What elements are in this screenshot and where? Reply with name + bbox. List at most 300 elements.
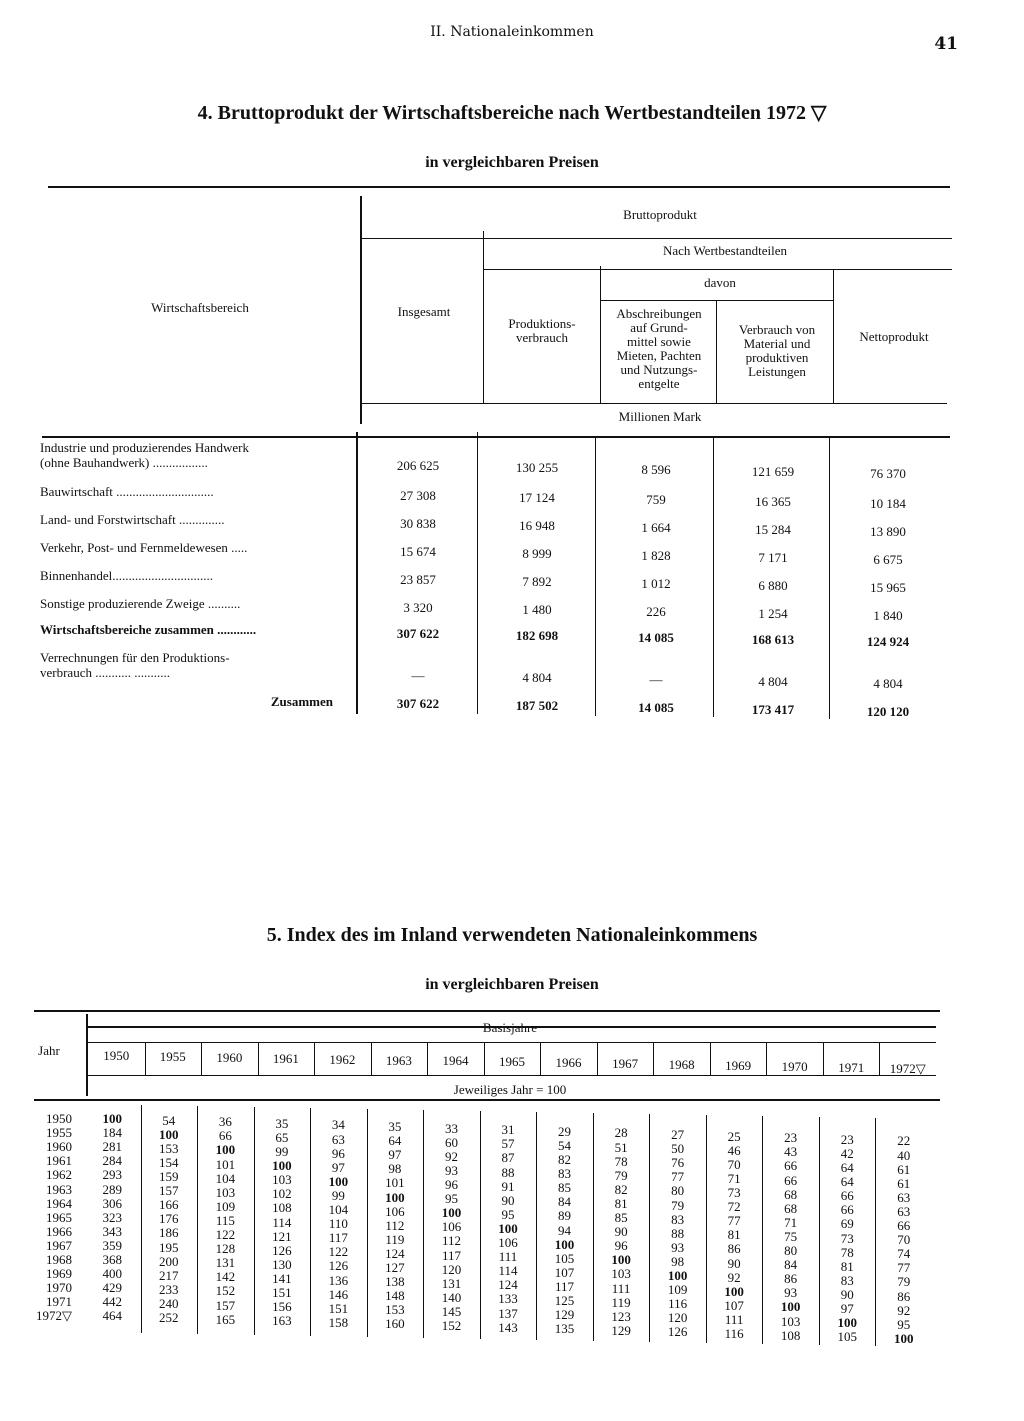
index-cell: 64 xyxy=(388,1133,402,1149)
index-cell: 92 xyxy=(897,1302,911,1318)
table-cell: 76 370 xyxy=(870,466,906,481)
index-cell: 186 xyxy=(159,1225,179,1241)
index-cell: 112 xyxy=(441,1233,461,1249)
index-cell: 115 xyxy=(215,1212,235,1228)
index-cell: 96 xyxy=(331,1145,345,1161)
index-cell: 293 xyxy=(102,1167,123,1183)
year-label: 1960 xyxy=(46,1139,72,1155)
table-cell: 16 948 xyxy=(519,518,555,533)
table-cell: 6 880 xyxy=(758,578,788,593)
index-cell: 145 xyxy=(441,1303,462,1319)
index-cell: 34 xyxy=(331,1117,345,1133)
table4-subtitle: in vergleichbaren Preisen xyxy=(425,154,599,171)
index-cell: 160 xyxy=(385,1316,405,1332)
index-cell: 63 xyxy=(897,1189,911,1205)
header-jahr: Jahr xyxy=(38,1043,60,1058)
index-cell: 96 xyxy=(614,1238,628,1254)
table5-rule-years-bottom xyxy=(88,1075,936,1076)
table-cell: 4 804 xyxy=(873,676,903,691)
table4-rule-unit xyxy=(362,403,947,404)
index-cell: 110 xyxy=(328,1216,348,1232)
table-cell: 10 184 xyxy=(870,496,906,511)
index-cell: 64 xyxy=(840,1174,854,1190)
index-cell: 124 xyxy=(498,1277,518,1293)
year-label: 1972▽ xyxy=(36,1308,72,1324)
index-cell: 91 xyxy=(501,1178,515,1194)
table-cell: 124 924 xyxy=(866,634,910,649)
index-cell: 153 xyxy=(159,1140,179,1156)
table-cell: 14 085 xyxy=(638,630,674,645)
header-unit: Millionen Mark xyxy=(618,409,702,424)
index-cell: 142 xyxy=(215,1269,236,1285)
index-cell: 152 xyxy=(215,1283,236,1299)
index-cell: 117 xyxy=(555,1278,575,1294)
index-cell: 122 xyxy=(215,1227,236,1242)
page-number: 41 xyxy=(934,34,958,54)
index-cell: 100 xyxy=(554,1236,575,1252)
index-cell: 159 xyxy=(159,1169,179,1184)
index-cell: 35 xyxy=(275,1115,289,1131)
base-year-header: 1964 xyxy=(442,1053,469,1069)
table-cell: 168 613 xyxy=(751,632,795,647)
index-cell: 90 xyxy=(727,1255,741,1271)
index-cell: 100 xyxy=(837,1315,857,1331)
table5-header-col-rule xyxy=(540,1042,541,1076)
index-cell: 70 xyxy=(897,1232,911,1248)
index-cell: 28 xyxy=(614,1125,628,1141)
index-cell: 137 xyxy=(498,1305,518,1321)
index-cell: 119 xyxy=(385,1231,405,1247)
index-cell: 104 xyxy=(215,1170,236,1186)
index-cell: 54 xyxy=(162,1112,176,1128)
table4-body-v1 xyxy=(477,432,478,714)
year-label: 1963 xyxy=(46,1181,72,1197)
table-cell: 14 085 xyxy=(638,700,674,715)
index-cell: 281 xyxy=(102,1139,123,1155)
index-cell: 100 xyxy=(724,1283,744,1299)
base-year-header: 1968 xyxy=(668,1057,695,1072)
index-cell: 100 xyxy=(893,1330,914,1346)
index-cell: 123 xyxy=(611,1308,631,1324)
index-cell: 121 xyxy=(272,1228,292,1244)
base-year-header: 1962 xyxy=(329,1051,356,1067)
index-cell: 165 xyxy=(215,1311,236,1327)
index-cell: 135 xyxy=(554,1321,575,1337)
year-label: 1962 xyxy=(46,1167,72,1183)
index-cell: 184 xyxy=(102,1125,123,1141)
index-cell: 69 xyxy=(840,1216,854,1232)
table-cell: 17 124 xyxy=(519,490,555,505)
index-cell: 107 xyxy=(724,1297,744,1313)
index-cell: 400 xyxy=(102,1266,123,1282)
table4-body-v3 xyxy=(713,436,714,717)
index-cell: 114 xyxy=(498,1263,518,1279)
index-cell: 131 xyxy=(215,1255,236,1271)
index-cell: 103 xyxy=(611,1266,631,1282)
table-cell: 8 999 xyxy=(522,546,552,561)
index-cell: 103 xyxy=(272,1172,292,1188)
table4-header-bottom-rule xyxy=(42,436,950,438)
row-label: Zusammen xyxy=(270,694,333,709)
table4-header-divider xyxy=(360,196,362,424)
header-abschreibungen: Abschreibungen auf Grund- mittel sowie Mieten, Pachten und Nutzungs- entgelte xyxy=(616,306,702,391)
index-cell: 46 xyxy=(727,1142,741,1158)
index-cell: 36 xyxy=(218,1114,232,1130)
index-cell: 158 xyxy=(328,1314,349,1330)
index-cell: 323 xyxy=(102,1209,123,1225)
base-year-header: 1969 xyxy=(725,1057,752,1073)
table-cell: 187 502 xyxy=(515,698,559,713)
table-cell: 23 857 xyxy=(400,572,436,587)
index-cell: 156 xyxy=(272,1299,292,1315)
index-cell: 100 xyxy=(385,1189,405,1205)
row-label: Verkehr, Post- und Fernmeldewesen ..... xyxy=(40,540,248,555)
index-cell: 71 xyxy=(727,1170,741,1186)
index-cell: 252 xyxy=(159,1310,179,1325)
header-nettoprodukt: Nettoprodukt xyxy=(859,329,929,344)
index-cell: 166 xyxy=(159,1197,179,1213)
index-cell: 163 xyxy=(272,1313,292,1329)
table-cell: 30 838 xyxy=(400,516,436,531)
table5-header-col-rule xyxy=(427,1042,428,1076)
index-cell: 65 xyxy=(275,1129,289,1145)
index-cell: 154 xyxy=(159,1154,179,1170)
index-cell: 81 xyxy=(614,1195,628,1211)
index-cell: 73 xyxy=(840,1230,854,1246)
header-wirtschaftsbereich: Wirtschaftsbereich xyxy=(151,300,249,315)
index-cell: 97 xyxy=(388,1147,402,1163)
index-cell: 114 xyxy=(272,1214,292,1230)
base-year-header: 1950 xyxy=(103,1048,130,1063)
index-cell: 157 xyxy=(159,1183,179,1199)
index-cell: 359 xyxy=(102,1237,123,1253)
index-cell: 233 xyxy=(159,1281,179,1297)
table5-header-col-rule xyxy=(314,1042,315,1076)
index-cell: 89 xyxy=(558,1208,572,1224)
table-cell: 1 828 xyxy=(641,548,671,563)
year-label: 1950 xyxy=(46,1111,72,1126)
index-cell: 93 xyxy=(671,1239,685,1255)
base-year-header: 1970 xyxy=(781,1058,808,1074)
index-cell: 138 xyxy=(385,1274,405,1290)
table4-top-rule xyxy=(48,186,950,188)
year-label: 1970 xyxy=(46,1280,72,1296)
index-cell: 429 xyxy=(102,1280,123,1296)
table5-top-rule xyxy=(34,1010,940,1012)
table-cell: 182 698 xyxy=(515,628,559,643)
index-cell: 95 xyxy=(501,1206,515,1222)
index-cell: 100 xyxy=(272,1158,292,1174)
index-cell: 96 xyxy=(444,1177,458,1192)
index-cell: 78 xyxy=(840,1244,854,1260)
index-cell: 80 xyxy=(671,1183,685,1199)
table-cell: 3 320 xyxy=(403,600,433,615)
index-cell: 108 xyxy=(272,1200,292,1216)
table4-rule-nach xyxy=(484,269,952,270)
index-cell: 64 xyxy=(840,1160,854,1175)
index-cell: 111 xyxy=(724,1311,744,1327)
index-cell: 98 xyxy=(671,1253,685,1269)
index-cell: 153 xyxy=(385,1302,405,1318)
index-cell: 116 xyxy=(724,1326,744,1341)
index-cell: 102 xyxy=(272,1186,292,1202)
index-cell: 284 xyxy=(102,1153,123,1169)
index-cell: 77 xyxy=(671,1169,685,1185)
index-cell: 105 xyxy=(837,1329,857,1345)
base-year-header: 1965 xyxy=(498,1054,525,1070)
index-cell: 126 xyxy=(328,1258,349,1274)
index-cell: 70 xyxy=(727,1156,741,1172)
index-cell: 99 xyxy=(275,1144,289,1159)
index-cell: 176 xyxy=(159,1211,179,1227)
index-cell: 131 xyxy=(441,1275,462,1291)
table-cell: 173 417 xyxy=(751,702,795,717)
index-cell: 79 xyxy=(671,1197,685,1213)
index-cell: 122 xyxy=(328,1244,349,1260)
index-cell: 95 xyxy=(444,1191,458,1207)
index-cell: 84 xyxy=(784,1257,798,1273)
table-cell: 16 365 xyxy=(755,494,791,509)
row-label: Sonstige produzierende Zweige .......... xyxy=(40,596,241,611)
index-cell: 120 xyxy=(667,1310,688,1326)
table-cell: 7 171 xyxy=(758,550,788,565)
table-cell: 4 804 xyxy=(522,670,552,685)
index-cell: 73 xyxy=(727,1185,741,1200)
table-cell: — xyxy=(649,672,663,687)
row-label: Industrie und produzierendes Handwerk (ohne Bauhandwerk) ................. xyxy=(40,440,250,470)
year-label: 1968 xyxy=(46,1252,72,1267)
index-cell: 101 xyxy=(215,1156,236,1172)
index-cell: 79 xyxy=(614,1167,628,1183)
header-unit: Jeweiliges Jahr = 100 xyxy=(453,1082,567,1097)
index-cell: 109 xyxy=(215,1198,236,1214)
table-cell: 15 674 xyxy=(400,544,436,559)
index-cell: 111 xyxy=(611,1280,631,1296)
header-davon: davon xyxy=(704,275,736,290)
index-cell: 100 xyxy=(611,1252,631,1268)
index-cell: 111 xyxy=(498,1249,518,1265)
index-cell: 100 xyxy=(328,1173,349,1189)
index-cell: 50 xyxy=(671,1141,685,1157)
header-basisjahre: Basisjahre xyxy=(482,1020,538,1035)
base-year-header: 1966 xyxy=(555,1055,582,1071)
index-cell: 29 xyxy=(558,1123,572,1139)
index-cell: 100 xyxy=(667,1268,688,1283)
index-cell: 108 xyxy=(780,1327,801,1343)
index-cell: 100 xyxy=(441,1205,462,1221)
index-cell: 88 xyxy=(501,1164,515,1180)
index-cell: 442 xyxy=(102,1294,123,1310)
header-produktionsverbrauch: Produktions- verbrauch xyxy=(508,316,576,345)
index-cell: 92 xyxy=(727,1269,741,1285)
index-cell: 31 xyxy=(501,1122,515,1138)
index-cell: 22 xyxy=(897,1133,911,1149)
index-cell: 195 xyxy=(159,1239,179,1255)
table5-header-col-rule xyxy=(766,1042,767,1076)
table-cell: 27 308 xyxy=(400,488,436,503)
index-cell: 68 xyxy=(784,1186,798,1202)
table-cell: 1 664 xyxy=(641,520,671,535)
index-cell: 86 xyxy=(727,1241,741,1257)
table4-body-v0 xyxy=(356,432,358,714)
index-cell: 200 xyxy=(159,1253,179,1269)
index-cell: 117 xyxy=(441,1247,461,1263)
index-cell: 100 xyxy=(159,1126,179,1142)
index-cell: 61 xyxy=(897,1161,911,1177)
table4-title: 4. Bruttoprodukt der Wirtschaftsbereiche nach Wertbestandteilen 1972 ▽ xyxy=(197,102,827,124)
index-cell: 133 xyxy=(498,1291,518,1307)
index-cell: 99 xyxy=(331,1187,345,1203)
table5-title: 5. Index des im Inland verwendeten Nationaleinkommens xyxy=(266,924,758,946)
table4-body-v4 xyxy=(829,436,830,719)
index-cell: 125 xyxy=(554,1293,575,1308)
table4-body-v2 xyxy=(595,436,596,716)
row-label: Bauwirtschaft .............................. xyxy=(40,484,214,499)
index-cell: 57 xyxy=(501,1136,515,1152)
index-cell: 86 xyxy=(784,1271,798,1287)
index-cell: 93 xyxy=(444,1162,458,1178)
index-cell: 126 xyxy=(272,1242,292,1258)
index-cell: 77 xyxy=(897,1260,911,1276)
index-cell: 103 xyxy=(215,1184,236,1200)
index-cell: 120 xyxy=(441,1261,462,1277)
index-cell: 98 xyxy=(388,1161,402,1177)
index-cell: 42 xyxy=(840,1145,854,1161)
index-cell: 81 xyxy=(840,1258,854,1274)
table5-header-col-rule xyxy=(258,1042,259,1076)
table5-header-col-rule xyxy=(710,1042,711,1076)
header-insgesamt: Insgesamt xyxy=(397,304,451,319)
index-cell: 84 xyxy=(558,1194,572,1210)
table5-subtitle: in vergleichbaren Preisen xyxy=(425,976,599,993)
year-label: 1971 xyxy=(46,1294,72,1310)
table-cell: 15 284 xyxy=(755,522,791,537)
index-cell: 100 xyxy=(215,1142,236,1158)
table-cell: 1 012 xyxy=(641,576,671,591)
table-cell: 15 965 xyxy=(870,580,906,595)
year-label: 1965 xyxy=(46,1209,72,1225)
index-cell: 240 xyxy=(159,1295,179,1311)
index-cell: 66 xyxy=(218,1128,232,1144)
index-cell: 141 xyxy=(272,1270,292,1286)
table5-rule-years-top xyxy=(88,1042,936,1043)
index-cell: 66 xyxy=(784,1172,798,1188)
index-cell: 68 xyxy=(784,1200,798,1216)
index-cell: 124 xyxy=(385,1245,405,1261)
index-cell: 66 xyxy=(784,1158,798,1174)
table5-header-col-rule xyxy=(145,1042,146,1076)
index-cell: 143 xyxy=(498,1319,518,1335)
index-cell: 97 xyxy=(331,1159,345,1175)
index-cell: 43 xyxy=(784,1144,798,1160)
index-cell: 88 xyxy=(671,1225,685,1241)
index-cell: 63 xyxy=(331,1131,345,1147)
index-cell: 97 xyxy=(840,1301,854,1316)
index-cell: 33 xyxy=(444,1120,458,1136)
index-cell: 85 xyxy=(558,1180,572,1196)
base-year-header: 1971 xyxy=(838,1059,865,1075)
index-cell: 104 xyxy=(328,1202,349,1217)
index-cell: 129 xyxy=(611,1322,631,1338)
table-cell: 1 480 xyxy=(522,602,552,617)
table4-rule-brutto xyxy=(362,238,952,239)
index-cell: 106 xyxy=(441,1219,462,1235)
table5-header-col-rule xyxy=(879,1042,880,1076)
index-cell: 35 xyxy=(388,1119,402,1134)
base-year-header: 1967 xyxy=(612,1056,639,1072)
index-cell: 90 xyxy=(501,1192,515,1208)
index-cell: 105 xyxy=(554,1250,575,1266)
index-cell: 306 xyxy=(102,1195,123,1211)
table-cell: 206 625 xyxy=(396,458,440,473)
index-cell: 107 xyxy=(554,1264,575,1280)
table-cell: 6 675 xyxy=(873,552,903,567)
index-cell: 464 xyxy=(102,1308,123,1324)
table-cell: 307 622 xyxy=(396,696,440,711)
index-cell: 146 xyxy=(328,1286,349,1302)
index-cell: 289 xyxy=(102,1181,123,1197)
index-cell: 112 xyxy=(385,1217,405,1233)
table5-header-col-rule xyxy=(201,1042,202,1076)
index-cell: 85 xyxy=(614,1210,628,1225)
index-cell: 87 xyxy=(501,1150,515,1166)
index-cell: 90 xyxy=(614,1224,628,1240)
table-cell: 1 840 xyxy=(873,608,903,623)
index-cell: 343 xyxy=(102,1223,123,1239)
year-label: 1969 xyxy=(46,1266,72,1282)
table-cell: 13 890 xyxy=(870,524,906,539)
index-cell: 76 xyxy=(671,1155,685,1171)
table5-header-bottom-rule xyxy=(34,1099,940,1101)
year-label: 1955 xyxy=(46,1125,72,1141)
table-cell: 7 892 xyxy=(522,574,552,589)
row-label: Verrechnungen für den Produktions- verbrauch ........... ........... xyxy=(40,650,230,680)
index-cell: 63 xyxy=(897,1203,911,1219)
table5-header-col-rule xyxy=(823,1042,824,1076)
header-verbrauch: Verbrauch von Material und produktiven Leistungen xyxy=(738,322,816,379)
index-cell: 100 xyxy=(102,1111,123,1126)
index-cell: 86 xyxy=(897,1288,911,1304)
index-cell: 151 xyxy=(272,1285,292,1300)
header-nach-wertbestandteilen: Nach Wertbestandteilen xyxy=(663,243,787,258)
base-year-header: 1972▽ xyxy=(889,1060,926,1076)
index-cell: 75 xyxy=(784,1228,798,1244)
row-label: Land- und Forstwirtschaft .............. xyxy=(40,512,225,527)
index-cell: 109 xyxy=(667,1282,688,1298)
table-cell: — xyxy=(411,668,425,683)
table4-rule-davon xyxy=(601,300,833,301)
index-cell: 157 xyxy=(215,1297,236,1313)
year-label: 1967 xyxy=(46,1237,72,1253)
index-cell: 148 xyxy=(385,1288,405,1304)
index-cell: 60 xyxy=(444,1134,458,1150)
index-cell: 140 xyxy=(441,1289,462,1305)
index-cell: 78 xyxy=(614,1153,628,1169)
header-bruttoprodukt: Bruttoprodukt xyxy=(623,207,697,222)
table5-header-col-rule xyxy=(597,1042,598,1076)
index-cell: 23 xyxy=(840,1131,854,1147)
index-cell: 127 xyxy=(385,1260,405,1275)
index-cell: 92 xyxy=(444,1148,458,1164)
table4-rule-v1 xyxy=(483,231,484,403)
index-cell: 129 xyxy=(554,1307,575,1323)
table-cell: 130 255 xyxy=(515,460,559,475)
table-cell: 120 120 xyxy=(866,704,910,719)
index-cell: 54 xyxy=(558,1137,572,1153)
index-cell: 94 xyxy=(558,1222,572,1238)
index-cell: 128 xyxy=(215,1241,236,1257)
table-cell: 759 xyxy=(646,492,666,507)
